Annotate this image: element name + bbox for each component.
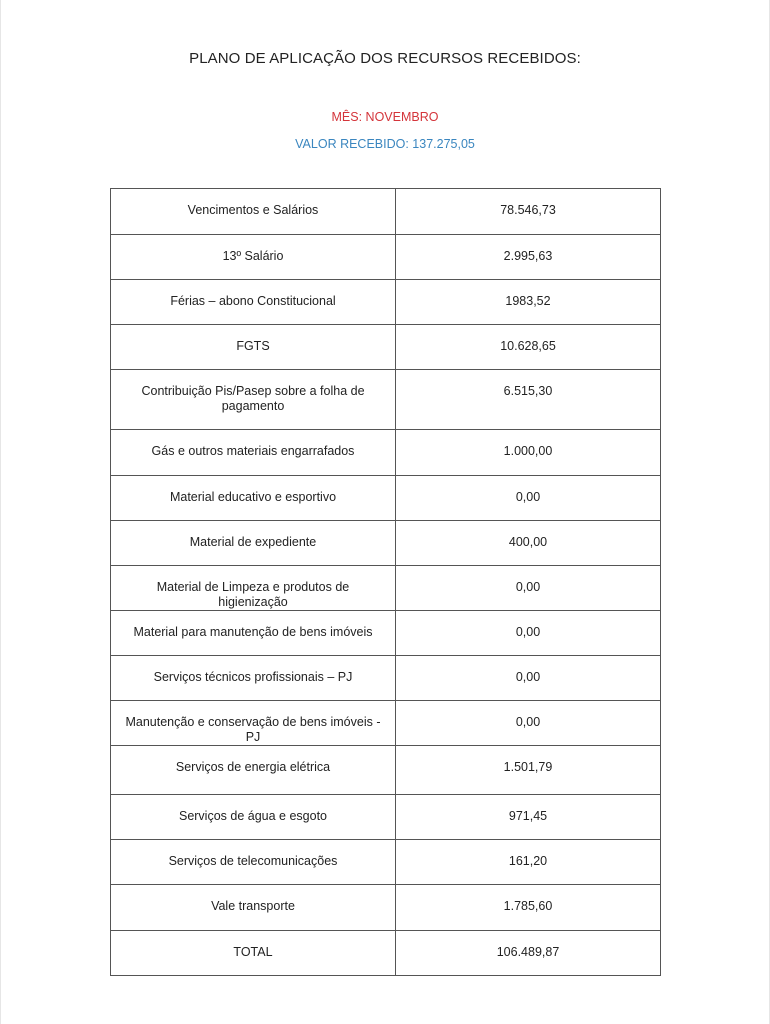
total-row xyxy=(111,931,661,976)
row-label: Material de Limpeza e produtos de higienização xyxy=(111,566,396,611)
table-row xyxy=(111,521,661,566)
row-value: 78.546,73 xyxy=(396,189,661,235)
row-label: Material de expediente xyxy=(111,521,396,566)
table-row xyxy=(111,701,661,746)
row-label: 13º Salário xyxy=(111,235,396,280)
row-value: 971,45 xyxy=(396,795,661,840)
row-label: FGTS xyxy=(111,325,396,370)
table-row xyxy=(111,325,661,370)
table-row xyxy=(111,370,661,430)
document-title: PLANO DE APLICAÇÃO DOS RECURSOS RECEBIDOS: xyxy=(189,50,581,67)
table-row xyxy=(111,280,661,325)
table-row xyxy=(111,566,661,611)
row-value: 0,00 xyxy=(396,476,661,521)
row-label: Vencimentos e Salários xyxy=(111,189,396,235)
table-row xyxy=(111,476,661,521)
row-label: Manutenção e conservação de bens imóveis - PJ xyxy=(111,701,396,746)
row-label: Serviços de energia elétrica xyxy=(111,746,396,795)
row-value: 1983,52 xyxy=(396,280,661,325)
table-row xyxy=(111,189,661,235)
row-value: 10.628,65 xyxy=(396,325,661,370)
row-value: 0,00 xyxy=(396,566,661,611)
row-value: 400,00 xyxy=(396,521,661,566)
table-row xyxy=(111,656,661,701)
row-label: Gás e outros materiais engarrafados xyxy=(111,430,396,476)
row-label: Vale transporte xyxy=(111,885,396,931)
row-label: Material educativo e esportivo xyxy=(111,476,396,521)
row-value: 0,00 xyxy=(396,656,661,701)
application-plan-table xyxy=(110,188,661,976)
table-row xyxy=(111,885,661,931)
row-value: 1.000,00 xyxy=(396,430,661,476)
row-value: 0,00 xyxy=(396,701,661,746)
total-label: TOTAL xyxy=(111,931,396,976)
row-value: 6.515,30 xyxy=(396,370,661,430)
table-row xyxy=(111,430,661,476)
row-value: 1.785,60 xyxy=(396,885,661,931)
table-row xyxy=(111,235,661,280)
table-row xyxy=(111,840,661,885)
row-value: 2.995,63 xyxy=(396,235,661,280)
received-amount: VALOR RECEBIDO: 137.275,05 xyxy=(295,137,475,151)
month-label: MÊS: NOVEMBRO xyxy=(331,110,439,124)
row-label: Férias – abono Constitucional xyxy=(111,280,396,325)
row-label: Serviços de telecomunicações xyxy=(111,840,396,885)
row-value: 161,20 xyxy=(396,840,661,885)
table-body xyxy=(111,189,661,976)
table-row xyxy=(111,611,661,656)
total-value: 106.489,87 xyxy=(396,931,661,976)
table-row xyxy=(111,795,661,840)
row-label: Serviços técnicos profissionais – PJ xyxy=(111,656,396,701)
row-label: Contribuição Pis/Pasep sobre a folha de pagamento xyxy=(111,370,396,430)
row-label: Serviços de água e esgoto xyxy=(111,795,396,840)
row-value: 1.501,79 xyxy=(396,746,661,795)
page-edge-left xyxy=(0,0,1,1024)
row-label: Material para manutenção de bens imóveis xyxy=(111,611,396,656)
table-row xyxy=(111,746,661,795)
row-value: 0,00 xyxy=(396,611,661,656)
